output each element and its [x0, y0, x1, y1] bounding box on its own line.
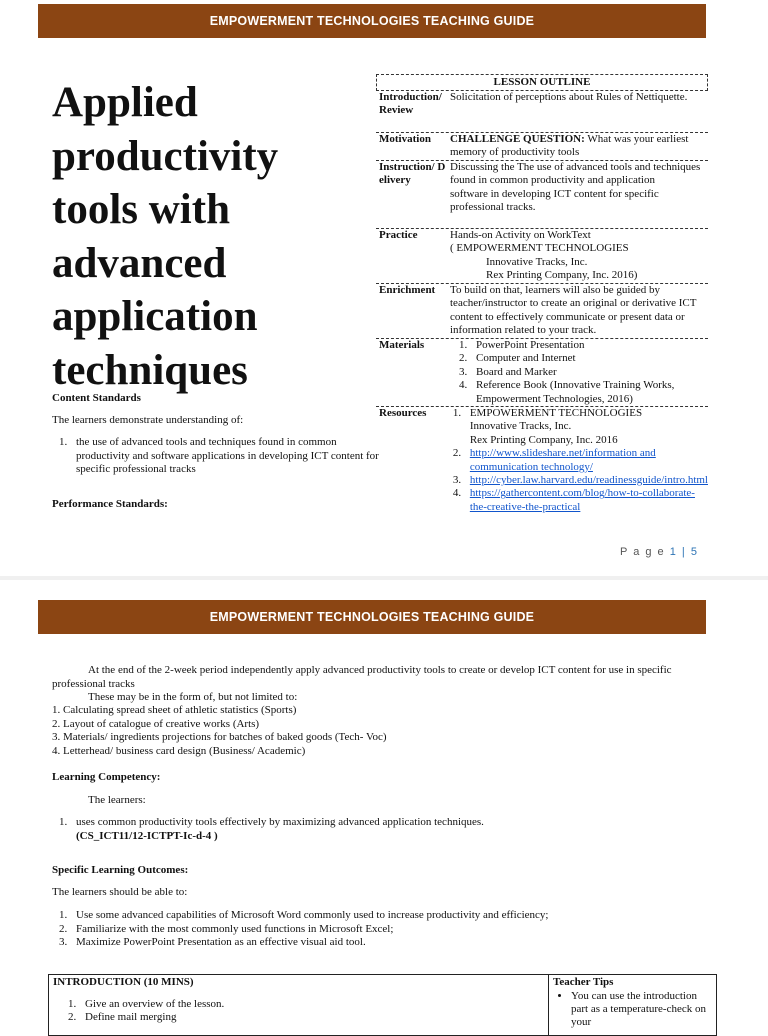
introduction-steps: [53, 998, 544, 1024]
content-standards-list: [52, 436, 384, 477]
list-item: 1. the use of advanced tools and techniques found in common productivity and software applications in developing ICT content for specific professional tracks: [70, 436, 384, 477]
teacher-tips-heading: Teacher Tips: [553, 976, 614, 988]
text-line: Discussing the The use of advanced tools and techniques found in common productivity and application: [450, 161, 701, 187]
list-item: 4. Letterhead/ business card design (Business/ Academic): [52, 744, 306, 757]
teacher-tips-cell: [549, 975, 716, 1035]
page-header-banner: EMPOWERMENT TECHNOLOGIES TEACHING GUIDE: [38, 4, 706, 38]
outline-value: [446, 161, 708, 228]
resource-link[interactable]: http://cyber.law.harvard.edu/readinessguide/intro.html: [469, 474, 708, 487]
outline-value: To build on that, learners will also be guided by teacher/instructor to create an original or derivative ICT content to effectively communicate or present data or information related to your track.: [450, 284, 697, 337]
list-item: 1. Give an overview of the lesson.: [79, 998, 544, 1011]
resource-link[interactable]: https://gathercontent.com/blog/how-to-collaborate-the-creative-the-practical: [469, 487, 695, 513]
list-item: [464, 474, 708, 487]
list-item: 3. Maximize PowerPoint Presentation as an effective visual aid tool.: [70, 936, 730, 950]
text-line: Innovative Tracks, Inc.: [486, 255, 588, 268]
content-standards-intro: The learners demonstrate understanding of:: [52, 414, 244, 426]
list-item: 2. Layout of catalogue of creative works (Arts): [52, 717, 260, 730]
list-item: 3. Board and Marker: [470, 366, 708, 379]
outline-label: Introduction/ Review: [379, 91, 442, 117]
page-number: [620, 546, 698, 558]
outline-label: Resources: [379, 407, 427, 419]
introduction-cell: [49, 975, 549, 1035]
outline-row-instruction: [376, 161, 708, 229]
outline-row-motivation: [376, 133, 708, 161]
outline-label: Instruction/ Delivery: [379, 161, 446, 187]
introduction-heading: INTRODUCTION (10 MINS): [53, 976, 194, 988]
title-line: application: [52, 293, 258, 340]
page-2: [0, 580, 768, 1028]
title-line: techniques: [52, 346, 248, 394]
outline-value: Solicitation of perceptions about Rules of Nettiquette.: [450, 91, 688, 103]
objective-paragraph: At the end of the 2-week period independently apply advanced productivity tools to create or develop ICT content for use in specific professional tracks: [52, 664, 672, 690]
text-line: Innovative Tracks, Inc.: [469, 420, 572, 433]
list-item: 2. Computer and Internet: [470, 352, 708, 365]
outline-label: Motivation: [379, 133, 431, 145]
specific-outcomes-label: Specific Learning Outcomes:: [52, 864, 189, 876]
outline-row-materials: [376, 339, 708, 407]
performance-standards-label: Performance Standards:: [52, 498, 168, 510]
outline-value: [446, 339, 708, 406]
outline-value: [446, 133, 708, 160]
list-item: 3. Materials/ ingredients projections for batches of baked goods (Tech- Voc): [52, 731, 387, 743]
competency-code: (CS_ICT11/12-ICTPT-Ic-d-4 ): [76, 829, 218, 842]
list-item: 1. Use some advanced capabilities of Microsoft Word commonly used to increase productivity and efficiency;: [70, 909, 730, 923]
challenge-question-text: What was your earliest memory of productivity tools: [450, 133, 689, 159]
forms-list: [52, 704, 387, 758]
title-line: tools with: [52, 186, 230, 233]
outline-value: [446, 229, 708, 283]
specific-outcomes-list: [52, 909, 730, 950]
learning-competency-intro: The learners:: [88, 794, 146, 806]
text-line: 1. EMPOWERMENT TECHNOLOGIES: [469, 407, 643, 419]
list-item: [70, 816, 730, 843]
title-line: Applied: [52, 79, 198, 126]
page-label: P a g e: [620, 546, 666, 558]
outline-value: [430, 407, 708, 530]
text-line: Rex Printing Company, Inc. 2016): [486, 269, 638, 282]
list-item: [464, 407, 708, 447]
list-item: 2. Familiarize with the most commonly used functions in Microsoft Excel;: [70, 923, 730, 937]
text-line: ( EMPOWERMENT TECHNOLOGIES: [450, 242, 629, 255]
list-item: 1. Calculating spread sheet of athletic statistics (Sports): [52, 704, 297, 716]
list-item: 2. Define mail merging: [79, 1011, 544, 1024]
text-line: Hands-on Activity on WorkText: [450, 229, 591, 241]
list-item: [464, 487, 708, 514]
competency-text: 1. uses common productivity tools effectively by maximizing advanced application techniques.: [76, 816, 484, 828]
forms-intro: These may be in the form of, but not limited to:: [88, 691, 298, 703]
learning-competency-label: Learning Competency:: [52, 771, 161, 783]
text-line: software in developing ICT content for specific professional tracks.: [450, 187, 659, 214]
lesson-title: [52, 76, 352, 397]
content-standards-label: Content Standards: [52, 392, 141, 404]
page-total: | 5: [681, 546, 699, 558]
page-current: 1: [669, 546, 678, 558]
specific-outcomes-intro: The learners should be able to:: [52, 886, 188, 898]
page-header-banner: EMPOWERMENT TECHNOLOGIES TEACHING GUIDE: [38, 600, 706, 634]
outline-label: Enrichment: [379, 284, 436, 296]
list-item: 4. Reference Book (Innovative Training Works, Empowerment Technologies, 2016): [470, 379, 708, 406]
resource-link[interactable]: http://www.slideshare.net/information and communication technology/: [469, 447, 656, 473]
text-line: Rex Printing Company, Inc. 2016: [469, 433, 618, 446]
outline-label: Materials: [379, 339, 425, 351]
learning-competency-list: [52, 816, 730, 843]
challenge-question-label: CHALLENGE QUESTION:: [450, 133, 585, 145]
outline-label: Practice: [379, 229, 418, 241]
lesson-outline-heading: LESSON OUTLINE: [376, 74, 708, 91]
outline-row-enrichment: [376, 284, 708, 339]
title-line: productivity: [52, 132, 279, 180]
outline-row-resources: [376, 407, 708, 530]
lesson-outline-table: [376, 74, 708, 530]
list-item: [464, 447, 708, 474]
outline-row-practice: [376, 229, 708, 284]
teacher-tips-list: [553, 990, 712, 1029]
outline-row-introduction: [376, 91, 708, 133]
title-line: advanced: [52, 239, 227, 287]
list-item: • You can use the introduction part as a temperature-check on your: [571, 990, 712, 1029]
introduction-table: [48, 974, 717, 1036]
list-item: 1. PowerPoint Presentation: [470, 339, 708, 352]
